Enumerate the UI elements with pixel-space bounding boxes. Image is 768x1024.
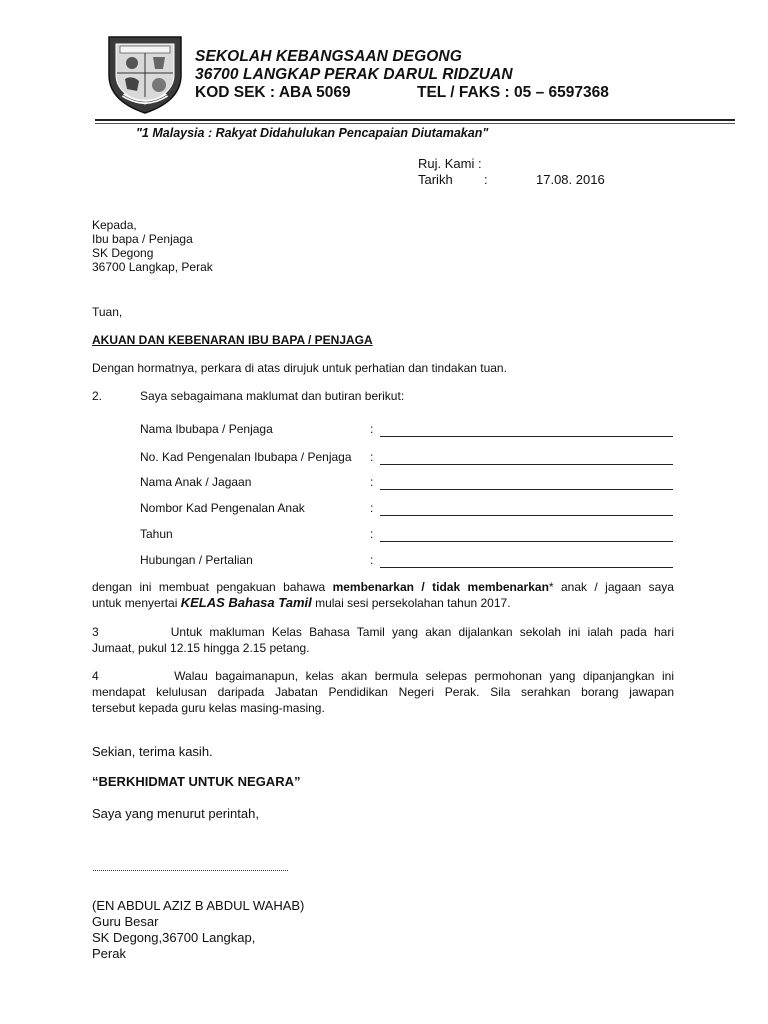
field-colon: :	[370, 553, 374, 567]
field-colon: :	[370, 450, 374, 464]
paragraph-4-line: 4 Walau bagaimanapun, kelas akan bermula selepas permohonan yang dipanjangkan ini	[92, 669, 674, 683]
field-blank-parent-ic[interactable]	[380, 464, 673, 465]
salutation: Tuan,	[92, 305, 123, 319]
field-blank-child-name[interactable]	[380, 489, 673, 490]
ref-tarikh-value: 17.08. 2016	[536, 172, 605, 187]
recipient-line: 36700 Langkap, Perak	[92, 260, 213, 274]
field-colon: :	[370, 422, 374, 436]
ref-tarikh-colon: :	[484, 172, 488, 187]
paragraph-4-line: mendapat kelulusan daripada Jabatan Pendidikan Negeri Perak. Sila serahkan borang jawapan	[92, 685, 674, 699]
paragraph-2-text: Saya sebagaimana maklumat dan butiran berikut:	[140, 389, 405, 403]
field-blank-year[interactable]	[380, 541, 673, 542]
declaration-line-1: dengan ini membuat pengakuan bahawa membenarkan / tidak membenarkan* anak / jagaan saya	[92, 580, 674, 594]
field-label-parent-name: Nama Ibubapa / Penjaga	[140, 422, 273, 436]
school-name: SEKOLAH KEBANGSAAN DEGONG	[195, 48, 462, 65]
header-divider-thin	[95, 123, 735, 124]
paragraph-3-line: 3 Untuk makluman Kelas Bahasa Tamil yang akan dijalankan sekolah ini ialah pada hari	[92, 625, 674, 639]
ref-tarikh-label: Tarikh	[418, 172, 453, 187]
recipient-line: Kepada,	[92, 218, 137, 232]
closing-thanks: Sekian, terima kasih.	[92, 744, 213, 759]
class-name: KELAS Bahasa Tamil	[180, 595, 312, 610]
school-address: 36700 LANGKAP PERAK DARUL RIDZUAN	[195, 66, 513, 83]
field-label-child-name: Nama Anak / Jagaan	[140, 475, 252, 489]
field-colon: :	[370, 475, 374, 489]
field-label-child-ic: Nombor Kad Pengenalan Anak	[140, 501, 305, 515]
field-blank-relationship[interactable]	[380, 567, 673, 568]
recipient-line: Ibu bapa / Penjaga	[92, 232, 193, 246]
signature-line[interactable]	[93, 870, 288, 871]
header-divider-thick	[95, 119, 735, 121]
signatory-school: SK Degong,36700 Langkap,	[92, 930, 256, 945]
field-colon: :	[370, 501, 374, 515]
paragraph-3-line: Jumaat, pukul 12.15 hingga 2.15 petang.	[92, 641, 310, 655]
paragraph-1: Dengan hormatnya, perkara di atas dirujuk untuk perhatian dan tindakan tuan.	[92, 361, 507, 375]
field-label-year: Tahun	[140, 527, 173, 541]
signatory-title: Guru Besar	[92, 914, 159, 929]
subject-heading: AKUAN DAN KEBENARAN IBU BAPA / PENJAGA	[92, 333, 373, 347]
field-blank-parent-name[interactable]	[380, 436, 673, 437]
field-blank-child-ic[interactable]	[380, 515, 673, 516]
signatory-name: (EN ABDUL AZIZ B ABDUL WAHAB)	[92, 898, 305, 913]
field-colon: :	[370, 527, 374, 541]
school-code: KOD SEK : ABA 5069	[195, 84, 351, 101]
school-phone-fax: TEL / FAKS : 05 – 6597368	[417, 84, 609, 101]
recipient-line: SK Degong	[92, 246, 154, 260]
ref-ruj-kami: Ruj. Kami :	[418, 156, 482, 171]
school-crest-logo	[103, 31, 187, 115]
signatory-state: Perak	[92, 946, 126, 961]
paragraph-2-number: 2.	[92, 389, 103, 403]
motto: "1 Malaysia : Rakyat Didahulukan Pencapaian Diutamakan"	[136, 126, 489, 140]
declaration-line-2: untuk menyertai KELAS Bahasa Tamil mulai sesi persekolahan tahun 2017.	[92, 595, 511, 610]
consent-choice: membenarkan / tidak membenarkan	[332, 580, 549, 594]
field-label-relationship: Hubungan / Pertalian	[140, 553, 253, 567]
closing-obey: Saya yang menurut perintah,	[92, 806, 259, 821]
paragraph-4-line: tersebut kepada guru kelas masing-masing.	[92, 701, 325, 715]
closing-slogan: “BERKHIDMAT UNTUK NEGARA”	[92, 774, 301, 789]
field-label-parent-ic: No. Kad Pengenalan Ibubapa / Penjaga	[140, 450, 352, 464]
